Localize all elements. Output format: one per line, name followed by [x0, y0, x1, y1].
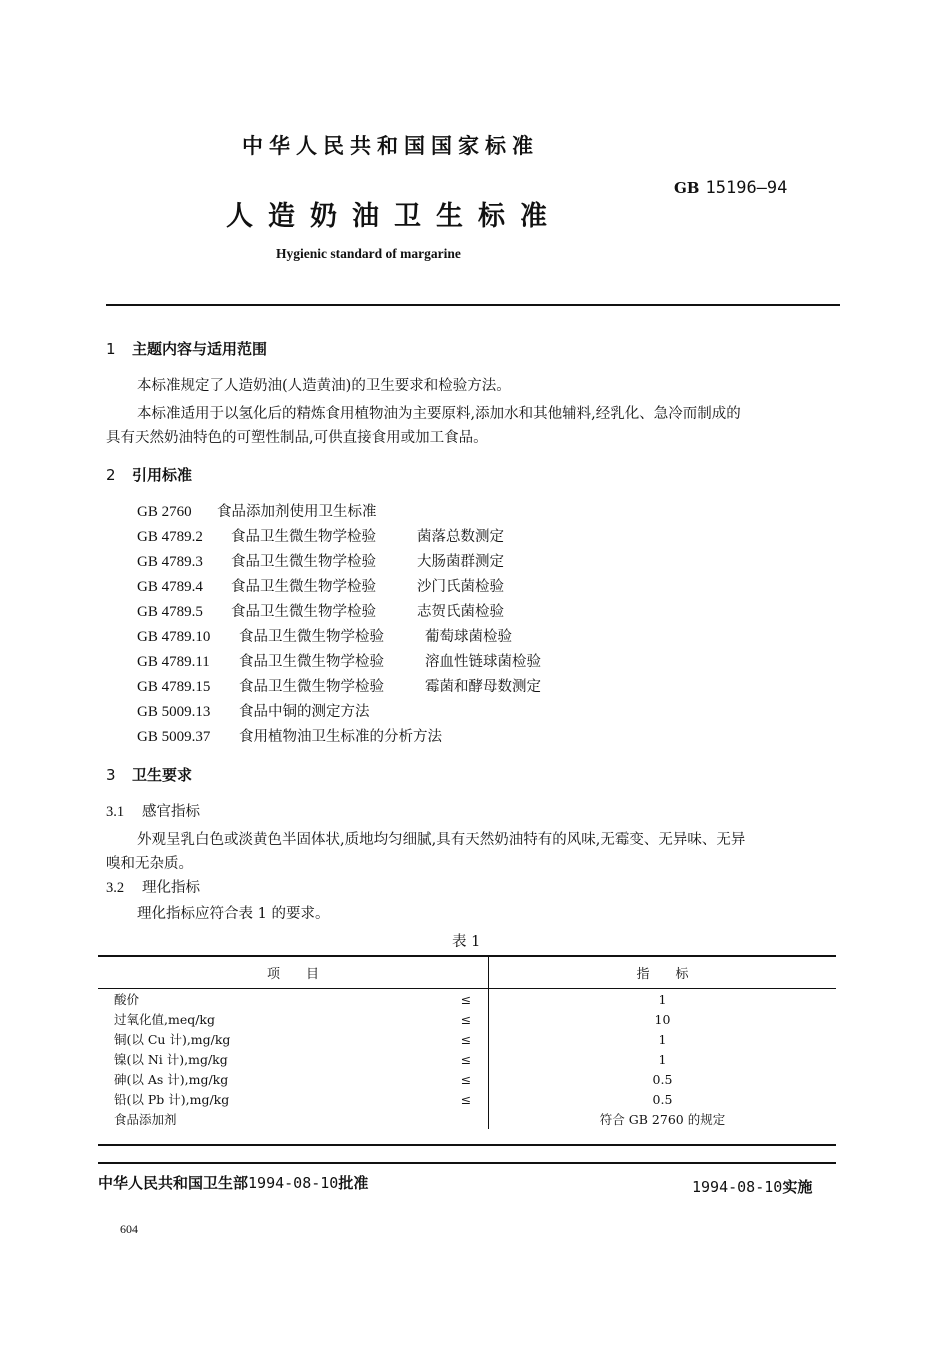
subsection-3-2-text: 理化指标应符合表 1 的要求。	[137, 906, 330, 922]
approval-line	[98, 1172, 368, 1193]
ref-title: 食品卫生微生物学检验	[231, 579, 376, 595]
row-operator: ≤	[460, 1031, 472, 1047]
ref-subtitle: 霉菌和酵母数测定	[425, 679, 541, 695]
row-name: 镍(以 Ni 计),mg/kg	[114, 1052, 228, 1067]
section-1-heading	[106, 338, 267, 359]
ref-code: GB 4789.15	[137, 679, 211, 695]
ref-code: GB 4789.11	[137, 654, 210, 670]
ref-subtitle: 葡萄球菌检验	[425, 629, 512, 645]
ref-item	[137, 725, 442, 746]
table-row	[98, 1029, 836, 1049]
ref-item	[137, 525, 504, 546]
row-value: 0.5	[489, 1069, 837, 1089]
section-3-heading	[106, 764, 192, 785]
ref-code: GB 4789.3	[137, 554, 203, 570]
row-operator	[444, 1109, 489, 1129]
table-row	[98, 1069, 836, 1089]
row-operator: ≤	[460, 991, 472, 1007]
section-1-para-2-line-1: 本标准适用于以氢化后的精炼食用植物油为主要原料,添加水和其他辅料,经乳化、急冷而制成的	[137, 406, 741, 422]
row-name: 过氧化值,meq/kg	[114, 1012, 216, 1027]
ref-item	[137, 675, 541, 696]
ref-item	[137, 575, 504, 596]
ref-title: 食品添加剂使用卫生标准	[217, 504, 377, 520]
standard-code-prefix: GB	[674, 179, 700, 197]
subsection-3-2-heading	[106, 876, 200, 897]
standard-org-title: 中华人民共和国国家标准	[242, 134, 539, 158]
ref-item	[137, 700, 370, 721]
row-value: 10	[489, 1009, 837, 1029]
header-item: 项 目	[98, 956, 489, 989]
ref-subtitle: 沙门氏菌检验	[417, 579, 504, 595]
row-name: 酸价	[114, 992, 140, 1007]
ref-subtitle: 菌落总数测定	[417, 529, 504, 545]
table-row	[98, 1049, 836, 1069]
approval-org: 中华人民共和国卫生部	[98, 1174, 249, 1192]
section-1-number: 1	[106, 340, 116, 358]
ref-subtitle: 大肠菌群测定	[417, 554, 504, 570]
row-value: 1	[489, 1029, 837, 1049]
table-bottom-rule	[98, 1144, 836, 1146]
implementation-date: 1994-08-10	[692, 1178, 783, 1196]
row-value: 1	[489, 1049, 837, 1069]
ref-item	[137, 500, 377, 521]
document-subtitle: Hygienic standard of margarine	[276, 246, 461, 261]
row-name: 铜(以 Cu 计),mg/kg	[114, 1032, 231, 1047]
ref-title: 食品中铜的测定方法	[239, 704, 370, 720]
section-3-title: 卫生要求	[132, 766, 193, 784]
subsection-3-1-line-1: 外观呈乳白色或淡黄色半固体状,质地均匀细腻,具有天然奶油特有的风味,无霉变、无异味、无异	[137, 832, 746, 848]
footer-rule	[98, 1162, 836, 1164]
row-value: 1	[489, 989, 837, 1010]
row-operator: ≤	[460, 1011, 472, 1027]
standard-code	[674, 178, 787, 198]
table-row	[98, 1089, 836, 1109]
row-value: 0.5	[489, 1089, 837, 1109]
subsection-3-1-heading	[106, 800, 200, 821]
ref-item	[137, 625, 512, 646]
approval-date: 1994-08-10	[248, 1174, 339, 1192]
table-row	[98, 989, 836, 1010]
header-value: 指 标	[489, 956, 837, 989]
ref-subtitle: 溶血性链球菌检验	[425, 654, 541, 670]
ref-item	[137, 550, 504, 571]
row-name: 食品添加剂	[114, 1112, 177, 1127]
section-2-number: 2	[106, 466, 116, 484]
ref-title: 食品卫生微生物学检验	[231, 529, 376, 545]
ref-code: GB 4789.10	[137, 629, 211, 645]
section-2-title: 引用标准	[132, 466, 193, 484]
ref-code: GB 4789.2	[137, 529, 203, 545]
section-1-para-1: 本标准规定了人造奶油(人造黄油)的卫生要求和检验方法。	[137, 378, 511, 394]
ref-title: 食品卫生微生物学检验	[239, 629, 384, 645]
ref-subtitle: 志贺氏菌检验	[417, 604, 504, 620]
subsection-3-1-title: 感官指标	[142, 804, 200, 820]
section-1-title: 主题内容与适用范围	[132, 340, 268, 358]
ref-title: 食品卫生微生物学检验	[231, 554, 376, 570]
subsection-3-1-number: 3.1	[106, 804, 125, 820]
standard-code-number: 15196—94	[705, 178, 788, 198]
section-2-heading	[106, 464, 192, 485]
ref-title: 食品卫生微生物学检验	[231, 604, 376, 620]
subsection-3-1-line-2: 嗅和无杂质。	[106, 856, 193, 872]
implementation-line	[692, 1176, 812, 1197]
document-title: 人造奶油卫生标准	[226, 201, 562, 232]
ref-title: 食用植物油卫生标准的分析方法	[239, 729, 442, 745]
row-operator: ≤	[460, 1071, 472, 1087]
header-rule	[106, 304, 840, 306]
ref-code: GB 5009.13	[137, 704, 211, 720]
subsection-3-2-title: 理化指标	[142, 880, 200, 896]
row-value: 符合 GB 2760 的规定	[489, 1109, 837, 1129]
row-operator: ≤	[460, 1091, 472, 1107]
row-name: 铅(以 Pb 计),mg/kg	[114, 1092, 230, 1107]
ref-item	[137, 650, 541, 671]
implementation-label: 实施	[782, 1178, 813, 1196]
table-row	[98, 1109, 836, 1129]
page-number: 604	[120, 1222, 138, 1236]
ref-code: GB 4789.4	[137, 579, 203, 595]
row-operator: ≤	[460, 1051, 472, 1067]
ref-code: GB 4789.5	[137, 604, 203, 620]
ref-title: 食品卫生微生物学检验	[239, 654, 384, 670]
table-row	[98, 1009, 836, 1029]
table-caption: 表 1	[452, 934, 481, 950]
ref-code: GB 2760	[137, 504, 192, 520]
ref-title: 食品卫生微生物学检验	[239, 679, 384, 695]
table-header-row	[98, 956, 836, 989]
subsection-3-2-number: 3.2	[106, 880, 125, 896]
spec-table	[98, 956, 836, 1129]
section-1-para-2-line-2: 具有天然奶油特色的可塑性制品,可供直接食用或加工食品。	[106, 430, 488, 446]
row-name: 砷(以 As 计),mg/kg	[114, 1072, 229, 1087]
section-3-number: 3	[106, 766, 116, 784]
ref-item	[137, 600, 504, 621]
ref-code: GB 5009.37	[137, 729, 211, 745]
approval-label: 批准	[338, 1174, 369, 1192]
